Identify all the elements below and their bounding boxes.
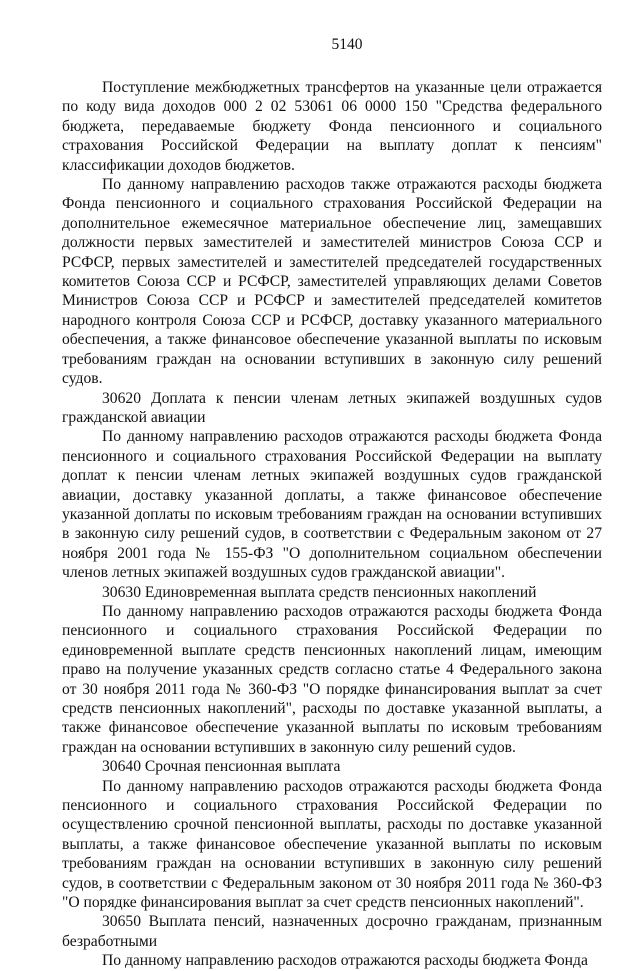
paragraph-30630-description: По данному направлению расходов отражаются расходы бюджета Фонда пенсионного и социального страхования Российской Федерации по единовременной выплате средств пенсионных накоплений лицам, имеющим право на получение указанных средств согласно статье 4 Федерального закона от 30 ноября 2011 года № 360-ФЗ "О порядке финансирования выплат за счет средств пенсионных накоплений", расходы по доставке указанной выплаты, а также финансовое обеспечение указанной выплаты по исковым требованиям граждан на основании вступивших в законную силу решений судов. [62,602,602,756]
paragraph-additional-material-support: По данному направлению расходов также отражаются расходы бюджета Фонда пенсионного и социального страхования Российской Федерации на дополнительное ежемесячное материальное обеспечение лиц, замещавших должности первых заместителей и заместителей министров Союза ССР и РСФСР, первых заместителей и заместителей председателей государственных комитетов Союза ССР и РСФСР, заместителей управляющих делами Советов Министров Союза ССР и РСФСР и заместителей председателей комитетов народного контроля Союза ССР и РСФСР, доставку указанного материального обеспечения, а также финансовое обеспечение указанной выплаты по исковым требованиям граждан на основании вступивших в законную силу решений судов. [62,176,602,388]
page-number: 5140 [331,36,363,53]
paragraph-30650-description: По данному направлению расходов отражаются расходы бюджета Фонда [102,952,588,970]
section-heading-30620: 30620 Доплата к пенсии членам летных экипажей воздушных судов гражданской авиации [62,389,602,426]
paragraph-30620-description: По данному направлению расходов отражаются расходы бюджета Фонда пенсионного и социального страхования Российской Федерации на выплату доплат к пенсии членам летных экипажей воздушных судов гражданской авиации, доставку указанной доплаты, а также финансовое обеспечение указанной доплаты по исковым требованиям граждан на основании вступивших в законную силу решений судов, в соответствии с Федеральным законом от 27 ноября 2001 года № 155-ФЗ "О дополнительном социальном обеспечении членов летных экипажей воздушных судов гражданской авиации". [62,428,602,582]
document-body [62,78,602,971]
section-heading-30630: 30630 Единовременная выплата средств пенсионных накоплений [102,583,537,601]
section-heading-30650: 30650 Выплата пенсий, назначенных досрочно гражданам, признанным безработными [62,913,602,950]
section-heading-30640: 30640 Срочная пенсионная выплата [102,758,341,776]
paragraph-30640-description: По данному направлению расходов отражаются расходы бюджета Фонда пенсионного и социального страхования Российской Федерации по осуществлению срочной пенсионной выплаты, расходы по доставке указанной выплаты, а также финансовое обеспечение указанной выплаты по исковым требованиям граждан на основании вступивших в законную силу решений судов, в соответствии с Федеральным законом от 30 ноября 2011 года № 360-ФЗ "О порядке финансирования выплат за счет средств пенсионных накоплений". [62,777,602,912]
paragraph-interbudget-transfers: Поступление межбюджетных трансфертов на указанные цели отражается по коду вида доходов 000 2 02 53061 06 0000 150 "Средства федерального бюджета, передаваемые бюджету Фонда пенсионного и социального страхования Российской Федерации на выплату доплат к пенсиям" классификации доходов бюджетов. [62,79,602,174]
